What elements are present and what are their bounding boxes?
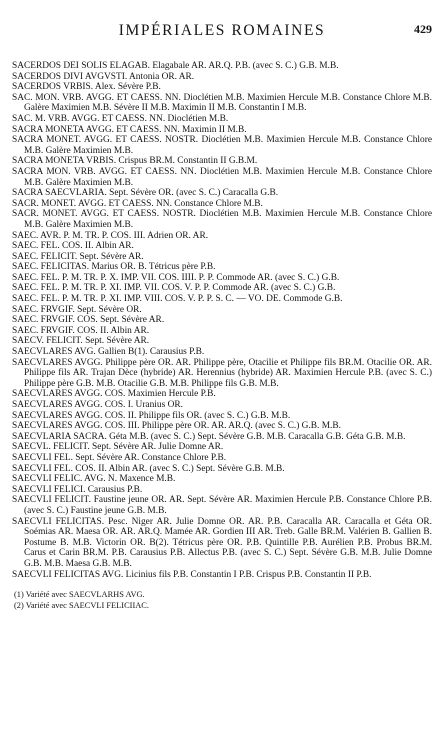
entry: SAECVL. FELICIT. Sept. Sévère AR. Julie Domne AR. <box>12 442 224 453</box>
entry: SACRA SAECVLARIA. Sept. Sévère OR. (avec S. C.) Caracalla G.B. <box>12 188 279 199</box>
entry: SAECVLARES AVGG. COS. Maximien Hercule P.B. <box>12 389 216 400</box>
entry: SAECVLI FELIC. AVG. N. Maxence M.B. <box>12 474 176 485</box>
footnote: (1) Variété avec SAECVLARHS AVG. <box>14 590 145 600</box>
entry: SACR. MONET. AVGG. ET CAESS. NOSTR. Dioclétien M.B. Maximien Hercule M.B. Constance Chlore M.B. Galère Maximien M.B. <box>12 209 432 230</box>
entry: SAC. MON. VRB. AVGG. ET CAESS. NN. Dioclétien M.B. Maximien Hercule M.B. Constance Chlore M.B. Galère Maximien M.B. Sévère II M.B. Maximin II M.B. Constantin I M.B. <box>12 92 432 114</box>
entry: SAECVLI FELICI. Carausius P.B. <box>12 484 143 495</box>
entry: SAECVLI FEL. COS. II. Albin AR. (avec S. C.) Sept. Sévère G.B. M.B. <box>12 463 285 474</box>
entry: SAECVLARES AVGG. COS. I. Uranius OR. <box>12 400 183 410</box>
entry: SAEC. AVR. P. M. TR. P. COS. III. Adrien OR. AR. <box>12 230 209 241</box>
entry: SAECVLARES AVGG. COS. III. Philippe père OR. AR. AR.Q. (avec S. C.) G.B. M.B. <box>12 421 341 432</box>
entry: SACERDOS VRBIS. Alex. Sévère P.B. <box>12 82 161 93</box>
entry: SAECVLARES AVGG. COS. II. Philippe fils OR. (avec S. C.) G.B. M.B. <box>12 410 291 421</box>
entry: SAEC. FRVGIF. COS. II. Albin AR. <box>12 325 150 336</box>
entry: SAECVLARES AVGG. Philippe père OR. AR. Philippe père, Otacilie et Philippe fils BR.M. Otacilie OR. AR. Philippe fils AR. Trajan Dèce (hybride) AR. Herennius (hybride) AR. Maximien Hercule P.B. (avec S. C.) Philippe père G.B. M.B. Otacilie G.B. M.B. Philippe fils G.B. M.B. <box>12 357 432 389</box>
entry: SACRA MONET. AVGG. ET CAESS. NOSTR. Dioclétien M.B. Maximien Hercule M.B. Constance Chlore M.B. Galère Maximien M.B. <box>12 135 432 156</box>
footnotes <box>12 590 432 611</box>
entry: SAECVLARES AVG. Gallien B(1). Carausius P.B. <box>12 347 205 358</box>
entry: SAECVLI FELICITAS. Pesc. Niger AR. Julie Domne OR. AR. P.B. Caracalla AR. Caracalla et Géta OR. Soémias AR. Maesa OR. AR. AR.Q. Mamée AR. Gordien III AR. Treb. Galle BR.M. Valérien B. Gallien B. Postume B. M.B. Victorin OR. B(2). Tétricus père OR. P.B. Quintille P.B. Aurélien P.B. Probus BR.M. Carus et Carin BR.M. P.B. Carausius P.B. Allectus P.B. (avec S. C.) Sept. Sévère G.B. M.B. Julie Domne G.B. M.B. Maesa G.B. M.B. <box>12 516 432 569</box>
entry: SAECVLI FELICITAS AVG. Licinius fils P.B. Constantin I P.B. Crispus P.B. Constantin II P.B. <box>12 569 372 580</box>
entry: SAEC. FRVGIF. Sept. Sévère OR. <box>12 304 142 315</box>
entry: SAECV. FELICIT. Sept. Sévère AR. <box>12 336 150 347</box>
entry: SACRA MON. VRB. AVGG. ET CAESS. NN. Dioclétien M.B. Maximien Hercule M.B. Constance Chlore M.B. Galère Maximien M.B. <box>12 166 432 188</box>
entry: SAEC. FELICITAS. Marius OR. B. Tétricus père P.B. <box>12 262 216 273</box>
entry: SAEC. FEL. P. M. TR. P. XI. IMP. VII. COS. V. P. P. Commode AR. (avec S. C.) G.B. <box>12 283 336 294</box>
entry: SAEC. FEL. P. M. TR. P. XI. IMP. VIII. COS. V. P. P. S. C. — VO. DE. Commode G.B. <box>12 294 343 305</box>
entry: SAECVLARIA SACRA. Géta M.B. (avec S. C.) Sept. Sévère G.B. M.B. Caracalla G.B. Géta G.B. M.B. <box>12 431 406 442</box>
entry: SACRA MONETA AVGG. ET CAESS. NN. Maximin II M.B. <box>12 124 247 135</box>
entry: SACERDOS DIVI AVGVSTI. Antonia OR. AR. <box>12 71 195 82</box>
entry: SAEC. FRVGIF. COS. Sept. Sévère AR. <box>12 315 165 326</box>
footnote: (2) Variété avec SAECVLI FELICIIAC. <box>14 600 149 610</box>
entry-list <box>12 61 432 580</box>
entry: SACRA MONETA VRBIS. Crispus BR.M. Constantin II G.B.M. <box>12 156 258 167</box>
entry: SAECVLI FELICIT. Faustine jeune OR. AR. Sept. Sévère AR. Maximien Hercule P.B. Constance Chlore P.B. (avec S. C.) Faustine jeune G.B. M.B. <box>12 495 432 516</box>
entry: SAEC. FELICIT. Sept. Sévère AR. <box>12 251 144 262</box>
entry: SAECVLI FEL. Sept. Sévère AR. Constance Chlore P.B. <box>12 452 227 463</box>
entry: SACR. MONET. AVGG. ET CAESS. NN. Constance Chlore M.B. <box>12 198 263 209</box>
entry: SAC. M. VRB. AVGG. ET CAESS. NN. Dioclétien M.B. <box>12 113 229 124</box>
running-title: IMPÉRIALES ROMAINES <box>118 22 326 39</box>
page-number: 429 <box>414 22 432 36</box>
page-header <box>12 0 432 39</box>
entry: SACERDOS DEI SOLIS ELAGAB. Elagabale AR. AR.Q. P.B. (avec S. C.) G.B. M.B. <box>12 61 339 71</box>
entry: SAEC. FEL. COS. II. Albin AR. <box>12 241 134 252</box>
entry: SAEC. FEL. P. M. TR. P. X. IMP. VII. COS. IIII. P. P. Commode AR. (avec S. C.) G.B. <box>12 272 340 283</box>
